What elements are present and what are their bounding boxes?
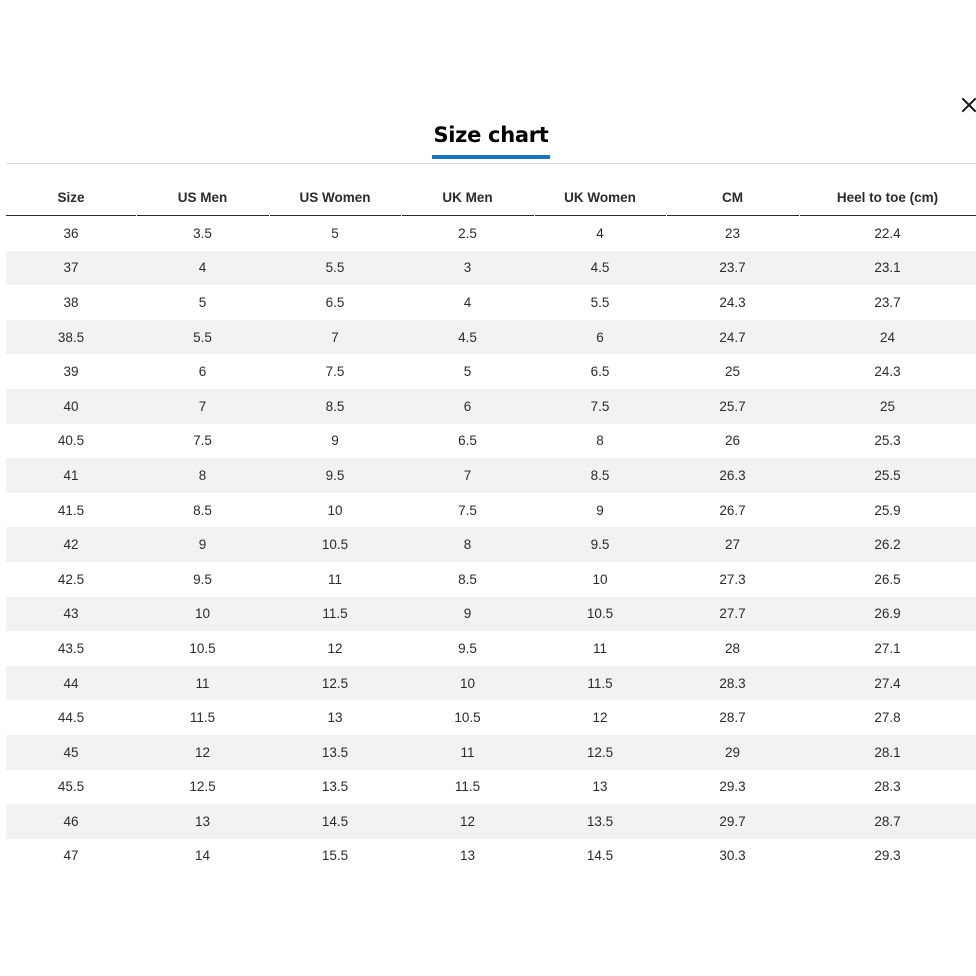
table-cell: 3.5 [193, 225, 212, 241]
table-cell: 6.5 [590, 364, 610, 380]
table-cell: 7.5 [458, 502, 477, 518]
table-cell: 6.5 [325, 294, 345, 310]
column-header: Size [6, 180, 136, 216]
table-cell: 36 [63, 225, 79, 241]
table-cell: 6 [534, 320, 666, 355]
table-cell: 24.3 [719, 294, 746, 310]
table-cell: 25.5 [799, 458, 976, 493]
column-header: CM [666, 180, 799, 216]
table-cell: 10.5 [269, 527, 401, 562]
table-row [6, 354, 976, 389]
table-cell: 25 [799, 389, 976, 424]
table-cell: 10 [592, 571, 608, 587]
table-cell: 23.7 [874, 294, 901, 310]
table-cell: 4 [136, 251, 269, 286]
table-row [6, 216, 976, 251]
table-cell: 9.5 [534, 527, 666, 562]
table-cell: 29.3 [874, 848, 901, 864]
table-cell: 43.5 [57, 640, 85, 656]
column-header: Heel to toe (cm) [799, 180, 976, 216]
table-cell: 7 [136, 389, 269, 424]
table-cell: 42 [6, 527, 136, 562]
table-cell: 8 [401, 527, 534, 562]
table-cell: 13 [592, 779, 608, 795]
table-cell: 11.5 [454, 779, 481, 795]
table-cell: 3 [401, 251, 534, 286]
title-divider [6, 163, 976, 164]
table-cell: 5 [331, 225, 339, 241]
table-cell: 14 [194, 848, 211, 864]
table-cell: 26.5 [874, 571, 901, 587]
table-cell: 45 [6, 735, 136, 770]
modal-title: Size chart [432, 122, 549, 159]
table-cell: 29.3 [719, 779, 746, 795]
table-row [6, 597, 976, 632]
table-row [6, 631, 976, 666]
table-cell: 11 [401, 735, 534, 770]
table-cell: 10.5 [189, 640, 216, 656]
table-cell: 2.5 [458, 225, 477, 241]
table-row [6, 527, 976, 562]
table-row [6, 839, 976, 874]
table-cell: 9 [596, 502, 604, 518]
table-cell: 8.5 [269, 389, 401, 424]
column-header: US Men [136, 180, 269, 216]
table-cell: 7 [269, 320, 401, 355]
column-header: UK Men [401, 180, 534, 216]
table-cell: 25 [724, 364, 741, 380]
table-cell: 13 [136, 804, 269, 839]
table-cell: 4.5 [401, 320, 534, 355]
table-row [6, 493, 976, 528]
table-row [6, 458, 976, 493]
table-cell: 27.4 [799, 666, 976, 701]
table-cell: 9 [331, 433, 339, 449]
table-cell: 13.5 [534, 804, 666, 839]
table-cell: 41 [6, 458, 136, 493]
table-cell: 6.5 [458, 433, 477, 449]
table-row [6, 804, 976, 839]
table-cell: 44 [6, 666, 136, 701]
table-cell: 10 [136, 597, 269, 632]
table-cell: 9.5 [193, 571, 212, 587]
table-cell: 10.5 [454, 710, 481, 726]
table-row [6, 389, 976, 424]
table-cell: 9.5 [269, 458, 401, 493]
table-cell: 7.5 [325, 364, 345, 380]
table-cell: 28 [724, 640, 741, 656]
table-cell: 42.5 [57, 571, 85, 587]
table-row [6, 770, 976, 805]
table-cell: 8 [136, 458, 269, 493]
table-cell: 44.5 [57, 710, 85, 726]
table-cell: 39 [63, 364, 79, 380]
table-body [6, 216, 976, 874]
table-cell: 7.5 [534, 389, 666, 424]
table-cell: 8.5 [193, 502, 212, 518]
table-row [6, 700, 976, 735]
table-cell: 45.5 [57, 779, 85, 795]
table-cell: 12 [592, 710, 608, 726]
table-cell: 5 [198, 294, 207, 310]
table-cell: 5.5 [136, 320, 269, 355]
table-cell: 27.8 [874, 710, 901, 726]
table-row [6, 735, 976, 770]
table-cell: 6 [401, 389, 534, 424]
table-cell: 12.5 [534, 735, 666, 770]
table-cell: 11.5 [534, 666, 666, 701]
table-cell: 26.9 [799, 597, 976, 632]
table-cell: 10.5 [534, 597, 666, 632]
table-cell: 38.5 [6, 320, 136, 355]
table-cell: 28.3 [874, 779, 901, 795]
table-cell: 6 [198, 364, 207, 380]
table-row [6, 562, 976, 597]
table-cell: 11 [136, 666, 269, 701]
table-cell: 26.3 [666, 458, 799, 493]
close-icon [958, 94, 976, 116]
column-header: UK Women [534, 180, 666, 216]
close-button[interactable] [958, 94, 976, 116]
table-cell: 9 [136, 527, 269, 562]
table-cell: 43 [6, 597, 136, 632]
table-cell: 9 [401, 597, 534, 632]
table-cell: 5.5 [590, 294, 610, 310]
table-cell: 8 [596, 433, 604, 449]
table-cell: 12.5 [269, 666, 401, 701]
table-cell: 15.5 [321, 848, 349, 864]
table-cell: 26.7 [719, 502, 746, 518]
table-row [6, 285, 976, 320]
table-row [6, 320, 976, 355]
table-cell: 41.5 [57, 502, 85, 518]
table-cell: 4 [596, 225, 604, 241]
table-cell: 30.3 [719, 848, 746, 864]
table-cell: 24 [799, 320, 976, 355]
table-cell: 23.1 [799, 251, 976, 286]
table-cell: 25.3 [874, 433, 901, 449]
table-cell: 28.3 [666, 666, 799, 701]
table-row [6, 251, 976, 286]
table-cell: 27.7 [666, 597, 799, 632]
table-cell: 27.1 [874, 640, 901, 656]
table-cell: 12 [401, 804, 534, 839]
table-cell: 13 [459, 848, 476, 864]
table-cell: 8.5 [458, 571, 477, 587]
table-cell: 14.5 [586, 848, 614, 864]
table-cell: 9.5 [458, 640, 477, 656]
table-cell: 28.1 [799, 735, 976, 770]
table-cell: 22.4 [874, 225, 901, 241]
table-cell: 40 [6, 389, 136, 424]
table-cell: 25.9 [874, 502, 901, 518]
table-cell: 23 [724, 225, 741, 241]
column-header: US Women [269, 180, 401, 216]
size-table [6, 180, 976, 873]
table-cell: 26.2 [799, 527, 976, 562]
table-cell: 4.5 [534, 251, 666, 286]
table-cell: 13.5 [269, 735, 401, 770]
table-cell: 11.5 [269, 597, 401, 632]
table-cell: 40.5 [57, 433, 85, 449]
table-cell: 5 [463, 364, 472, 380]
table-cell: 24.7 [666, 320, 799, 355]
table-cell: 24.3 [874, 364, 901, 380]
table-cell: 12.5 [189, 779, 216, 795]
table-row [6, 424, 976, 459]
table-cell: 11 [592, 640, 607, 656]
table-cell: 26 [724, 433, 741, 449]
table-cell: 4 [463, 294, 472, 310]
table-cell: 8.5 [534, 458, 666, 493]
table-cell: 13.5 [321, 779, 349, 795]
table-cell: 7 [401, 458, 534, 493]
table-cell: 47 [63, 848, 79, 864]
table-cell: 10 [401, 666, 534, 701]
table-cell: 28.7 [799, 804, 976, 839]
table-cell: 10 [327, 502, 343, 518]
table-cell: 46 [6, 804, 136, 839]
table-header-row [6, 180, 976, 216]
table-cell: 29 [666, 735, 799, 770]
table-cell: 5.5 [269, 251, 401, 286]
table-cell: 37 [6, 251, 136, 286]
table-cell: 38 [63, 294, 79, 310]
table-cell: 29.7 [666, 804, 799, 839]
table-cell: 27 [666, 527, 799, 562]
table-row [6, 666, 976, 701]
table-cell: 12 [327, 640, 343, 656]
title-container [0, 122, 976, 159]
table-cell: 11 [327, 571, 342, 587]
table-cell: 12 [136, 735, 269, 770]
table-cell: 11.5 [189, 710, 216, 726]
table-cell: 7.5 [193, 433, 212, 449]
table-cell: 23.7 [666, 251, 799, 286]
table-cell: 14.5 [269, 804, 401, 839]
table-cell: 13 [327, 710, 343, 726]
table-cell: 27.3 [719, 571, 746, 587]
table-cell: 28.7 [719, 710, 746, 726]
table-cell: 25.7 [666, 389, 799, 424]
